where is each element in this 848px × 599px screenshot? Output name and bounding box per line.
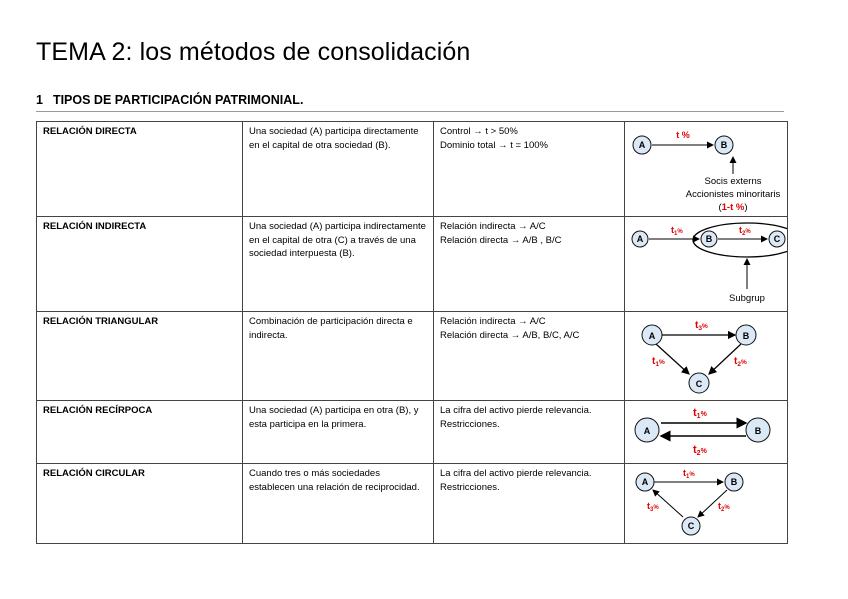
diagram-cell	[625, 401, 788, 464]
note-line: Relación indirecta → A/C	[440, 316, 546, 327]
table-row	[37, 464, 788, 544]
triangular-relation-diagram	[625, 312, 787, 400]
t1-label: $t_1^{\%}$	[683, 468, 695, 480]
note-line: Restricciones.	[440, 481, 500, 493]
node-label: A	[643, 426, 651, 436]
note-line: Control → t > 50%	[440, 126, 518, 137]
table-row	[37, 312, 788, 401]
node-label: C	[687, 521, 695, 531]
node-label: A	[638, 140, 646, 150]
section-title: TIPOS DE PARTICIPACIÓN PATRIMONIAL.	[52, 93, 304, 107]
diagram-cell	[625, 217, 788, 312]
circular-relation-diagram	[625, 464, 787, 543]
t1-label: $t_1^{\%}$	[671, 225, 683, 237]
node-label: C	[773, 234, 781, 244]
note-line: Relación directa → A/B, B/C, A/C	[440, 329, 580, 341]
table-row	[37, 122, 788, 217]
t2-label: $t_2^{\%}$	[739, 225, 751, 237]
node-label: A	[641, 477, 649, 487]
row-description: Una sociedad (A) participa en otra (B), y esta participa en la primera.	[243, 401, 434, 464]
table-row	[37, 217, 788, 312]
participation-table	[36, 121, 788, 544]
t1-label: $t_1^{\%}$	[652, 356, 665, 368]
row-name: RELACIÓN DIRECTA	[37, 122, 243, 217]
t2-label: $t_2^{\%}$	[718, 501, 730, 513]
node-label: A	[648, 331, 656, 341]
direct-relation-diagram	[625, 122, 787, 216]
row-notes	[434, 312, 625, 401]
row-description: Cuando tres o más sociedades establecen una relación de reciprocidad.	[243, 464, 434, 544]
diagram-cell	[625, 122, 788, 217]
note-line: La cifra del activo pierde relevancia.	[440, 468, 592, 479]
note-line: Relación directa → A/B , B/C	[440, 234, 562, 246]
note-line: Dominio total → t = 100%	[440, 139, 548, 151]
page-title: TEMA 2: los métodos de consolidación	[36, 38, 471, 66]
row-description: Una sociedad (A) participa indirectamente en el capital de otra (C) a través de una sociedad interpuesta (B).	[243, 217, 434, 312]
node-label: B	[730, 477, 738, 487]
t3-label: $t_3^{\%}$	[647, 501, 659, 513]
row-description: Combinación de participación directa e indirecta.	[243, 312, 434, 401]
diagram-cell	[625, 464, 788, 544]
t2-label: t2%	[693, 444, 707, 457]
t-label: t %	[676, 130, 690, 140]
note-line: La cifra del activo pierde relevancia.	[440, 405, 592, 416]
row-notes	[434, 464, 625, 544]
node-label: C	[695, 379, 703, 389]
section-heading	[36, 93, 303, 107]
note-line: Relación indirecta → A/C	[440, 221, 546, 232]
row-name: RELACIÓN INDIRECTA	[37, 217, 243, 312]
caption-line: Socis externs	[704, 176, 762, 187]
row-name: RELACIÓN CIRCULAR	[37, 464, 243, 544]
row-name: RELACIÓN TRIANGULAR	[37, 312, 243, 401]
note-line: Restricciones.	[440, 418, 500, 430]
row-notes	[434, 217, 625, 312]
reciprocal-relation-diagram	[625, 401, 787, 463]
row-name: RELACIÓN RECÍRPOCA	[37, 401, 243, 464]
node-label: A	[636, 234, 644, 244]
t3-label: $t_3^{\%}$	[695, 320, 708, 332]
caption-line: Accionistes minoritaris	[685, 189, 781, 200]
arrow-c-a	[653, 490, 683, 517]
node-label: B	[754, 426, 762, 436]
caption-pct: (1-t %)	[718, 202, 748, 213]
diagram-cell	[625, 312, 788, 401]
t1-label: t1%	[693, 407, 707, 420]
node-label: B	[742, 331, 750, 341]
indirect-relation-diagram	[625, 217, 787, 311]
section-divider	[36, 111, 784, 112]
t2-label: $t_2^{\%}$	[734, 356, 747, 368]
row-description: Una sociedad (A) participa directamente en el capital de otra sociedad (B).	[243, 122, 434, 217]
row-notes	[434, 401, 625, 464]
subgroup-caption: Subgrup	[729, 293, 765, 304]
table-row	[37, 401, 788, 464]
row-notes	[434, 122, 625, 217]
node-label: B	[705, 234, 713, 244]
node-label: B	[720, 140, 728, 150]
section-number: 1	[36, 93, 43, 107]
